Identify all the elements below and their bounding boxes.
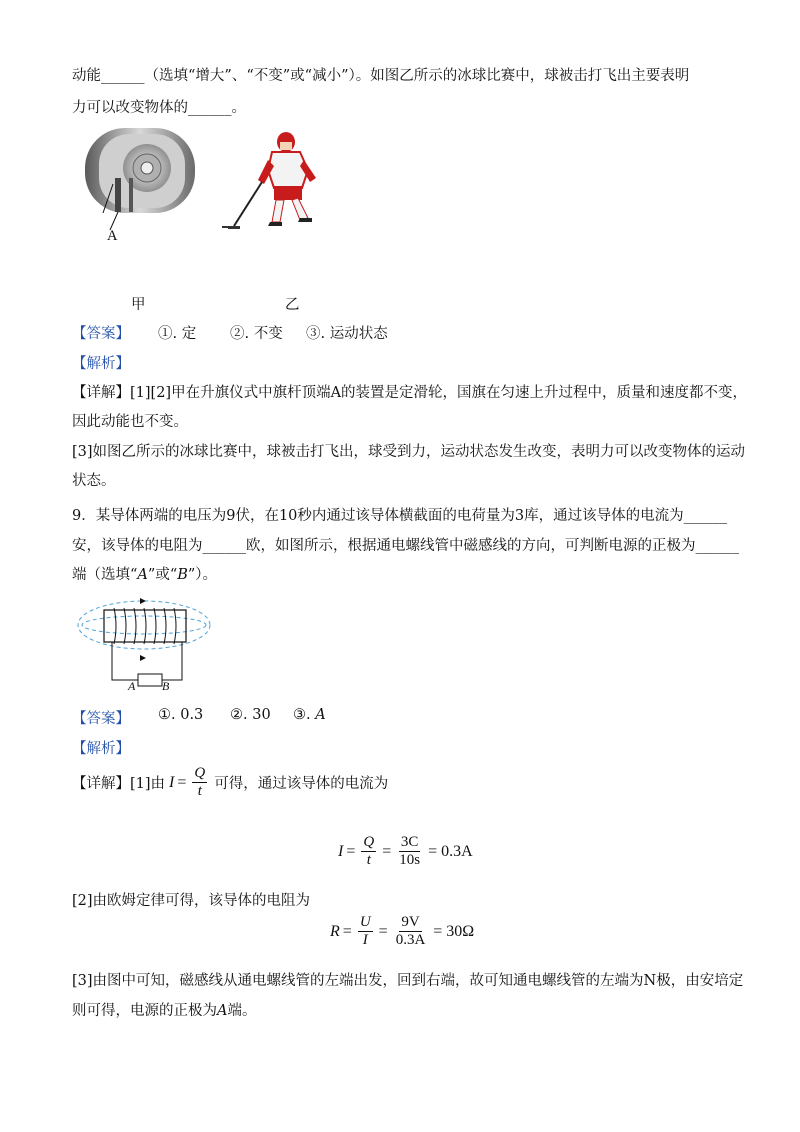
equation-current: I = $\frac{Q}{t}$ = $\frac{3C}{10s}$ = 0.3A [338,834,473,869]
q9-answer-3: ③. A [293,707,326,723]
q9-detail-formula-line [72,765,388,801]
q9-answer-1: ①. 0.3 [158,707,204,723]
q8-detail-line2: 因此动能也不变。 [72,414,188,430]
q8-answer-3: ③. 运动状态 [306,326,388,342]
q9-analysis-tag: 【解析】 [72,741,130,757]
hockey-player-photo [228,130,338,235]
q8-line1: 动能______（选填“增大”、“不变”或“减小”）。如图乙所示的冰球比赛中，球被击打飞出主要表明 [72,68,690,84]
diagram-label-A: A [128,679,136,693]
q8-line2: 力可以改变物体的______。 [72,100,246,116]
q9-line3: 端（选填“A”或“B”）。 [72,567,218,583]
solenoid-diagram [76,588,216,693]
q9-answer-2: ②. 30 [230,707,271,723]
q8-detail-line1: 【详解】[1][2]甲在升旗仪式中旗杆顶端A的装置是定滑轮，国旗在匀速上升过程中，质量和速度都不变， [72,385,748,401]
q8-answer-2: ②. 不变 [230,326,283,342]
q8-answer-1: ①. 定 [158,326,197,342]
label-A: A [107,228,118,244]
q8-answer-tag: 【答案】 [72,326,130,342]
equation-resistance: R = $\frac{U}{I}$ = $\frac{9V}{0.3A}$ = 30Ω [330,914,475,949]
caption-yi: 乙 [285,297,300,313]
q9-detail-after: 可得，通过该导体的电流为 [214,776,389,793]
q9-ohm-line: [2]由欧姆定律可得，该导体的电阻为 [72,893,311,909]
q9-line1: 9．某导体两端的电压为9伏，在10秒内通过该导体横截面的电荷量为3库，通过该导体的电流为______ [72,508,728,524]
caption-jia: 甲 [131,297,146,313]
q9-line2: 安，该导体的电阻为______欧，如图所示，根据通电螺线管中磁感线的方向，可判断电源的正极为______ [72,538,739,554]
q8-analysis-tag: 【解析】 [72,356,130,372]
puck-mark [222,226,232,228]
q9-answer-tag: 【答案】 [72,711,130,727]
q8-detail-line4: 状态。 [72,473,116,489]
q8-detail-line3: [3]如图乙所示的冰球比赛中，球被击打飞出，球受到力，运动状态发生改变，表明力可以改变物体的运动 [72,444,746,460]
q9-detail-tag: 【详解】[1]由 [72,776,166,793]
q9-final-line1: [3]由图中可知，磁感线从通电螺线管的左端出发，回到右端，故可知通电螺线管的左端为N极，由安培定 [72,973,744,989]
diagram-label-B: B [162,679,170,693]
q9-final-line2: 则可得，电源的正极为A端。 [72,1003,257,1019]
pulley-photo [85,128,195,213]
inline-formula: I = $\frac{Q}{t}$ [169,765,206,800]
